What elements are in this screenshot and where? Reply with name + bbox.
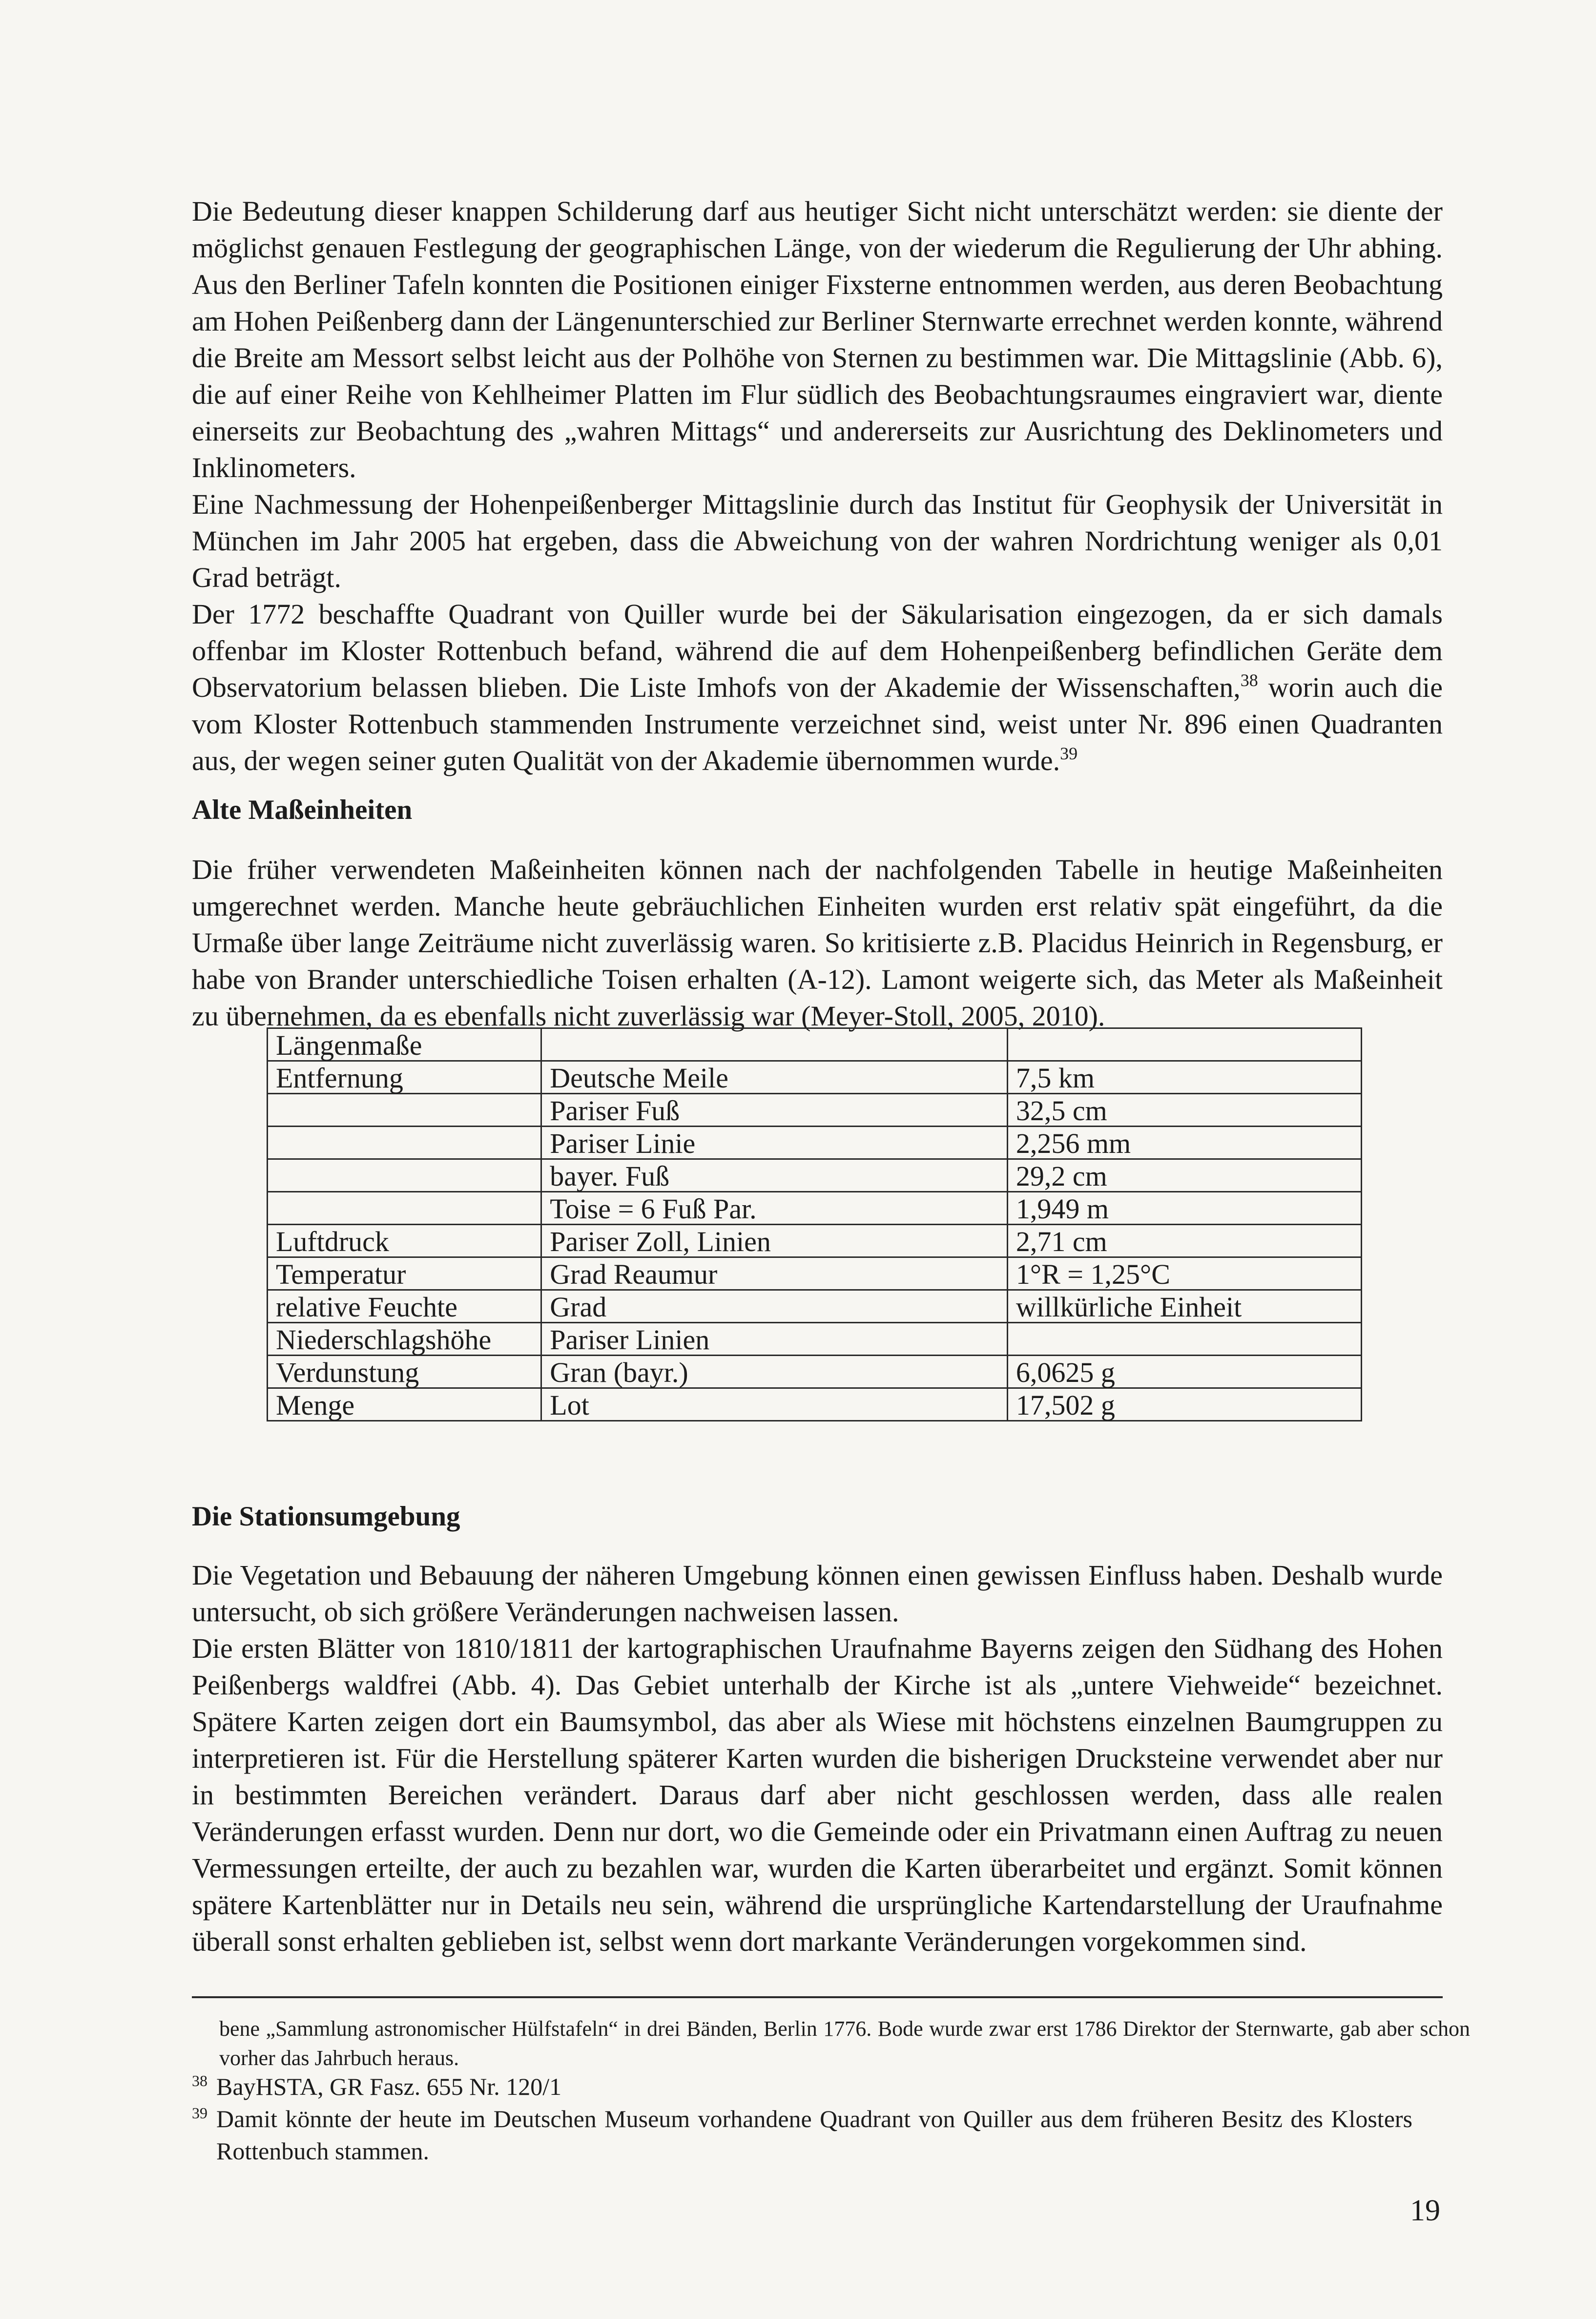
paragraph-uraufnahme: Die ersten Blätter von 1810/1811 der kartographischen Uraufnahme Bayerns zeigen den Südhang des Hohen Peißenbergs waldfrei (Abb. 4). Das Gebiet unterhalb der Kirche ist als „untere Viehweide“ bezeichnet. Spätere Karten zeigen dort ein Baumsymbol, das aber als Wiese mit höchstens einzelnen Baumgruppen zu interpretieren ist. Für die Herstellung späterer Karten wurden die bisherigen Drucksteine verwendet aber nur in bestimmten Bereichen verändert. Daraus darf aber nicht geschlossen werden, dass alle realen Veränderungen erfasst wurden. Denn nur dort, wo die Gemeinde oder ein Privatmann einen Auftrag zu neuen Vermessungen erteilte, der auch zu bezahlen war, wurden die Karten überarbeitet und ergänzt. Somit können spätere Kartenblätter nur in Details neu sein, während die ursprüngliche Kartendarstellung der Uraufnahme überall sonst erhalten geblieben ist, selbst wenn dort markante Veränderungen vorgekommen sind. xyxy=(192,1632,1443,1957)
section-heading-stationsumgebung: Die Stationsumgebung xyxy=(192,1501,460,1532)
units-table xyxy=(267,1027,1362,1421)
table-row xyxy=(268,1028,1362,1061)
table-cell xyxy=(541,1028,1008,1061)
table-row xyxy=(268,1061,1362,1094)
table-cell: relative Feuchte xyxy=(268,1290,541,1323)
table-row xyxy=(268,1159,1362,1192)
paragraph-masseinheiten: Die früher verwendeten Maßeinheiten können nach der nachfolgenden Tabelle in heutige Maßeinheiten umgerechnet werden. Manche heute gebräuchlichen Einheiten wurden erst relativ spät eingeführt, da die Urmaße über lange Zeiträume nicht zuverlässig waren. So kritisierte z.B. Placidus Heinrich in Regensburg, er habe von Brander unterschiedliche Toisen erhalten (A-12). Lamont weigerte sich, das Meter als Maßeinheit zu übernehmen, da es ebenfalls nicht zuverlässig war (Meyer-Stoll, 2005, 2010). xyxy=(192,854,1443,1032)
table-cell: Temperatur xyxy=(268,1257,541,1290)
table-cell: Verdunstung xyxy=(268,1356,541,1388)
paragraph-quadrant xyxy=(192,596,1443,779)
table-row xyxy=(268,1192,1362,1225)
quadrant-text-part1: Der 1772 beschaffte Quadrant von Quiller wurde bei der Säkularisation eingezogen, da er sich damals offenbar im Kloster Rottenbuch befand, während die auf dem Hohenpeißenberg befindlichen Geräte dem Observatorium belassen blieben. Die Liste Imhofs von der Akademie der Wissenschaften, xyxy=(192,598,1443,703)
table-row xyxy=(268,1290,1362,1323)
table-cell: Deutsche Meile xyxy=(541,1061,1008,1094)
table-cell xyxy=(268,1192,541,1225)
table-cell: 1,949 m xyxy=(1007,1192,1361,1225)
table-cell: Grad Reaumur xyxy=(541,1257,1008,1290)
table-row xyxy=(268,1094,1362,1127)
paragraph-vegetation: Die Vegetation und Bebauung der näheren Umgebung können einen gewissen Einfluss haben. Deshalb wurde untersucht, ob sich größere Veränderungen nachweisen lassen. xyxy=(192,1559,1443,1628)
footnote-list xyxy=(192,2070,1443,2167)
footnote-ref-39: 39 xyxy=(1060,744,1078,763)
table-row xyxy=(268,1225,1362,1257)
footnote-number: 39 xyxy=(192,2104,207,2122)
paragraph-berliner-tafeln: Die Bedeutung dieser knappen Schilderung darf aus heutiger Sicht nicht unterschätzt werden: sie diente der möglichst genauen Festlegung der geographischen Länge, von der wiederum die Regulierung der Uhr abhing. Aus den Berliner Tafeln konnten die Positionen einiger Fixsterne entnommen werden, aus deren Beobachtung am Hohen Peißenberg dann der Längenunterschied zur Berliner Sternwarte errechnet werden konnte, während die Breite am Messort selbst leicht aus der Polhöhe von Sternen zu bestimmen war. Die Mittagslinie (Abb. 6), die auf einer Reihe von Kehlheimer Platten im Flur südlich des Beobachtungsraumes eingraviert war, diente einerseits zur Beobachtung des „wahren Mittags“ und andererseits zur Ausrichtung des Deklinometers und Inklinometers. xyxy=(192,195,1443,483)
table-cell: Pariser Linie xyxy=(541,1127,1008,1159)
table-cell: Gran (bayr.) xyxy=(541,1356,1008,1388)
table-cell: willkürliche Einheit xyxy=(1007,1290,1361,1323)
table-cell xyxy=(268,1159,541,1192)
footnote-separator xyxy=(192,1996,1443,1998)
table-row xyxy=(268,1388,1362,1421)
table-cell: Niederschlagshöhe xyxy=(268,1323,541,1356)
table-cell: 6,0625 g xyxy=(1007,1356,1361,1388)
table-cell: Pariser Fuß xyxy=(541,1094,1008,1127)
page-number: 19 xyxy=(1410,2194,1440,2227)
table-cell: Toise = 6 Fuß Par. xyxy=(541,1192,1008,1225)
table-cell xyxy=(268,1094,541,1127)
table-row xyxy=(268,1323,1362,1356)
table-row xyxy=(268,1127,1362,1159)
table-cell: bayer. Fuß xyxy=(541,1159,1008,1192)
paragraph-nachmessung: Eine Nachmessung der Hohenpeißenberger Mittagslinie durch das Institut für Geophysik der Universität in München im Jahr 2005 hat ergeben, dass die Abweichung von der wahren Nordrichtung weniger als 0,01 Grad beträgt. xyxy=(192,488,1443,593)
table-cell: Pariser Linien xyxy=(541,1323,1008,1356)
quadrant-text-part2: worin auch die vom Kloster Rottenbuch stammenden Instrumente verzeichnet sind, weist unter Nr. 896 einen Quadranten aus, der wegen seiner guten Qualität von der Akademie übernommen wurde. xyxy=(192,671,1443,776)
footnote-continuation: bene „Sammlung astronomischer Hülfstafeln“ in drei Bänden, Berlin 1776. Bode wurde zwar erst 1786 Direktor der Sternwarte, gab aber schon vorher das Jahrbuch heraus. xyxy=(219,2017,1470,2070)
table-cell xyxy=(1007,1323,1361,1356)
table-row xyxy=(268,1356,1362,1388)
table-cell: 17,502 g xyxy=(1007,1388,1361,1421)
table-cell: Luftdruck xyxy=(268,1225,541,1257)
table-cell: 29,2 cm xyxy=(1007,1159,1361,1192)
table-cell: 2,71 cm xyxy=(1007,1225,1361,1257)
table-row xyxy=(268,1257,1362,1290)
footnote-38 xyxy=(192,2070,1443,2103)
units-table-body xyxy=(268,1028,1362,1421)
table-cell xyxy=(268,1127,541,1159)
table-cell: 7,5 km xyxy=(1007,1061,1361,1094)
footnote-ref-38: 38 xyxy=(1240,670,1258,690)
footnote-39 xyxy=(192,2103,1443,2167)
table-cell: Längenmaße xyxy=(268,1028,541,1061)
footnote-number: 38 xyxy=(192,2072,207,2089)
table-cell: Menge xyxy=(268,1388,541,1421)
section-alte-masseinheiten xyxy=(192,792,1443,1034)
table-cell: 32,5 cm xyxy=(1007,1094,1361,1127)
table-cell: Entfernung xyxy=(268,1061,541,1094)
table-cell: 1°R = 1,25°C xyxy=(1007,1257,1361,1290)
footnote-text: BayHSTA, GR Fasz. 655 Nr. 120/1 xyxy=(216,2073,562,2100)
table-cell: Grad xyxy=(541,1290,1008,1323)
table-cell: Pariser Zoll, Linien xyxy=(541,1225,1008,1257)
top-text-block xyxy=(192,193,1443,779)
section-stationsumgebung xyxy=(192,1498,1443,1960)
section-heading-masseinheiten: Alte Maßeinheiten xyxy=(192,794,413,825)
table-cell: Lot xyxy=(541,1388,1008,1421)
table-cell xyxy=(1007,1028,1361,1061)
table-cell: 2,256 mm xyxy=(1007,1127,1361,1159)
footnote-text: Damit könnte der heute im Deutschen Museum vorhandene Quadrant von Quiller aus dem früheren Besitz des Klosters Rottenbuch stammen. xyxy=(216,2105,1412,2165)
